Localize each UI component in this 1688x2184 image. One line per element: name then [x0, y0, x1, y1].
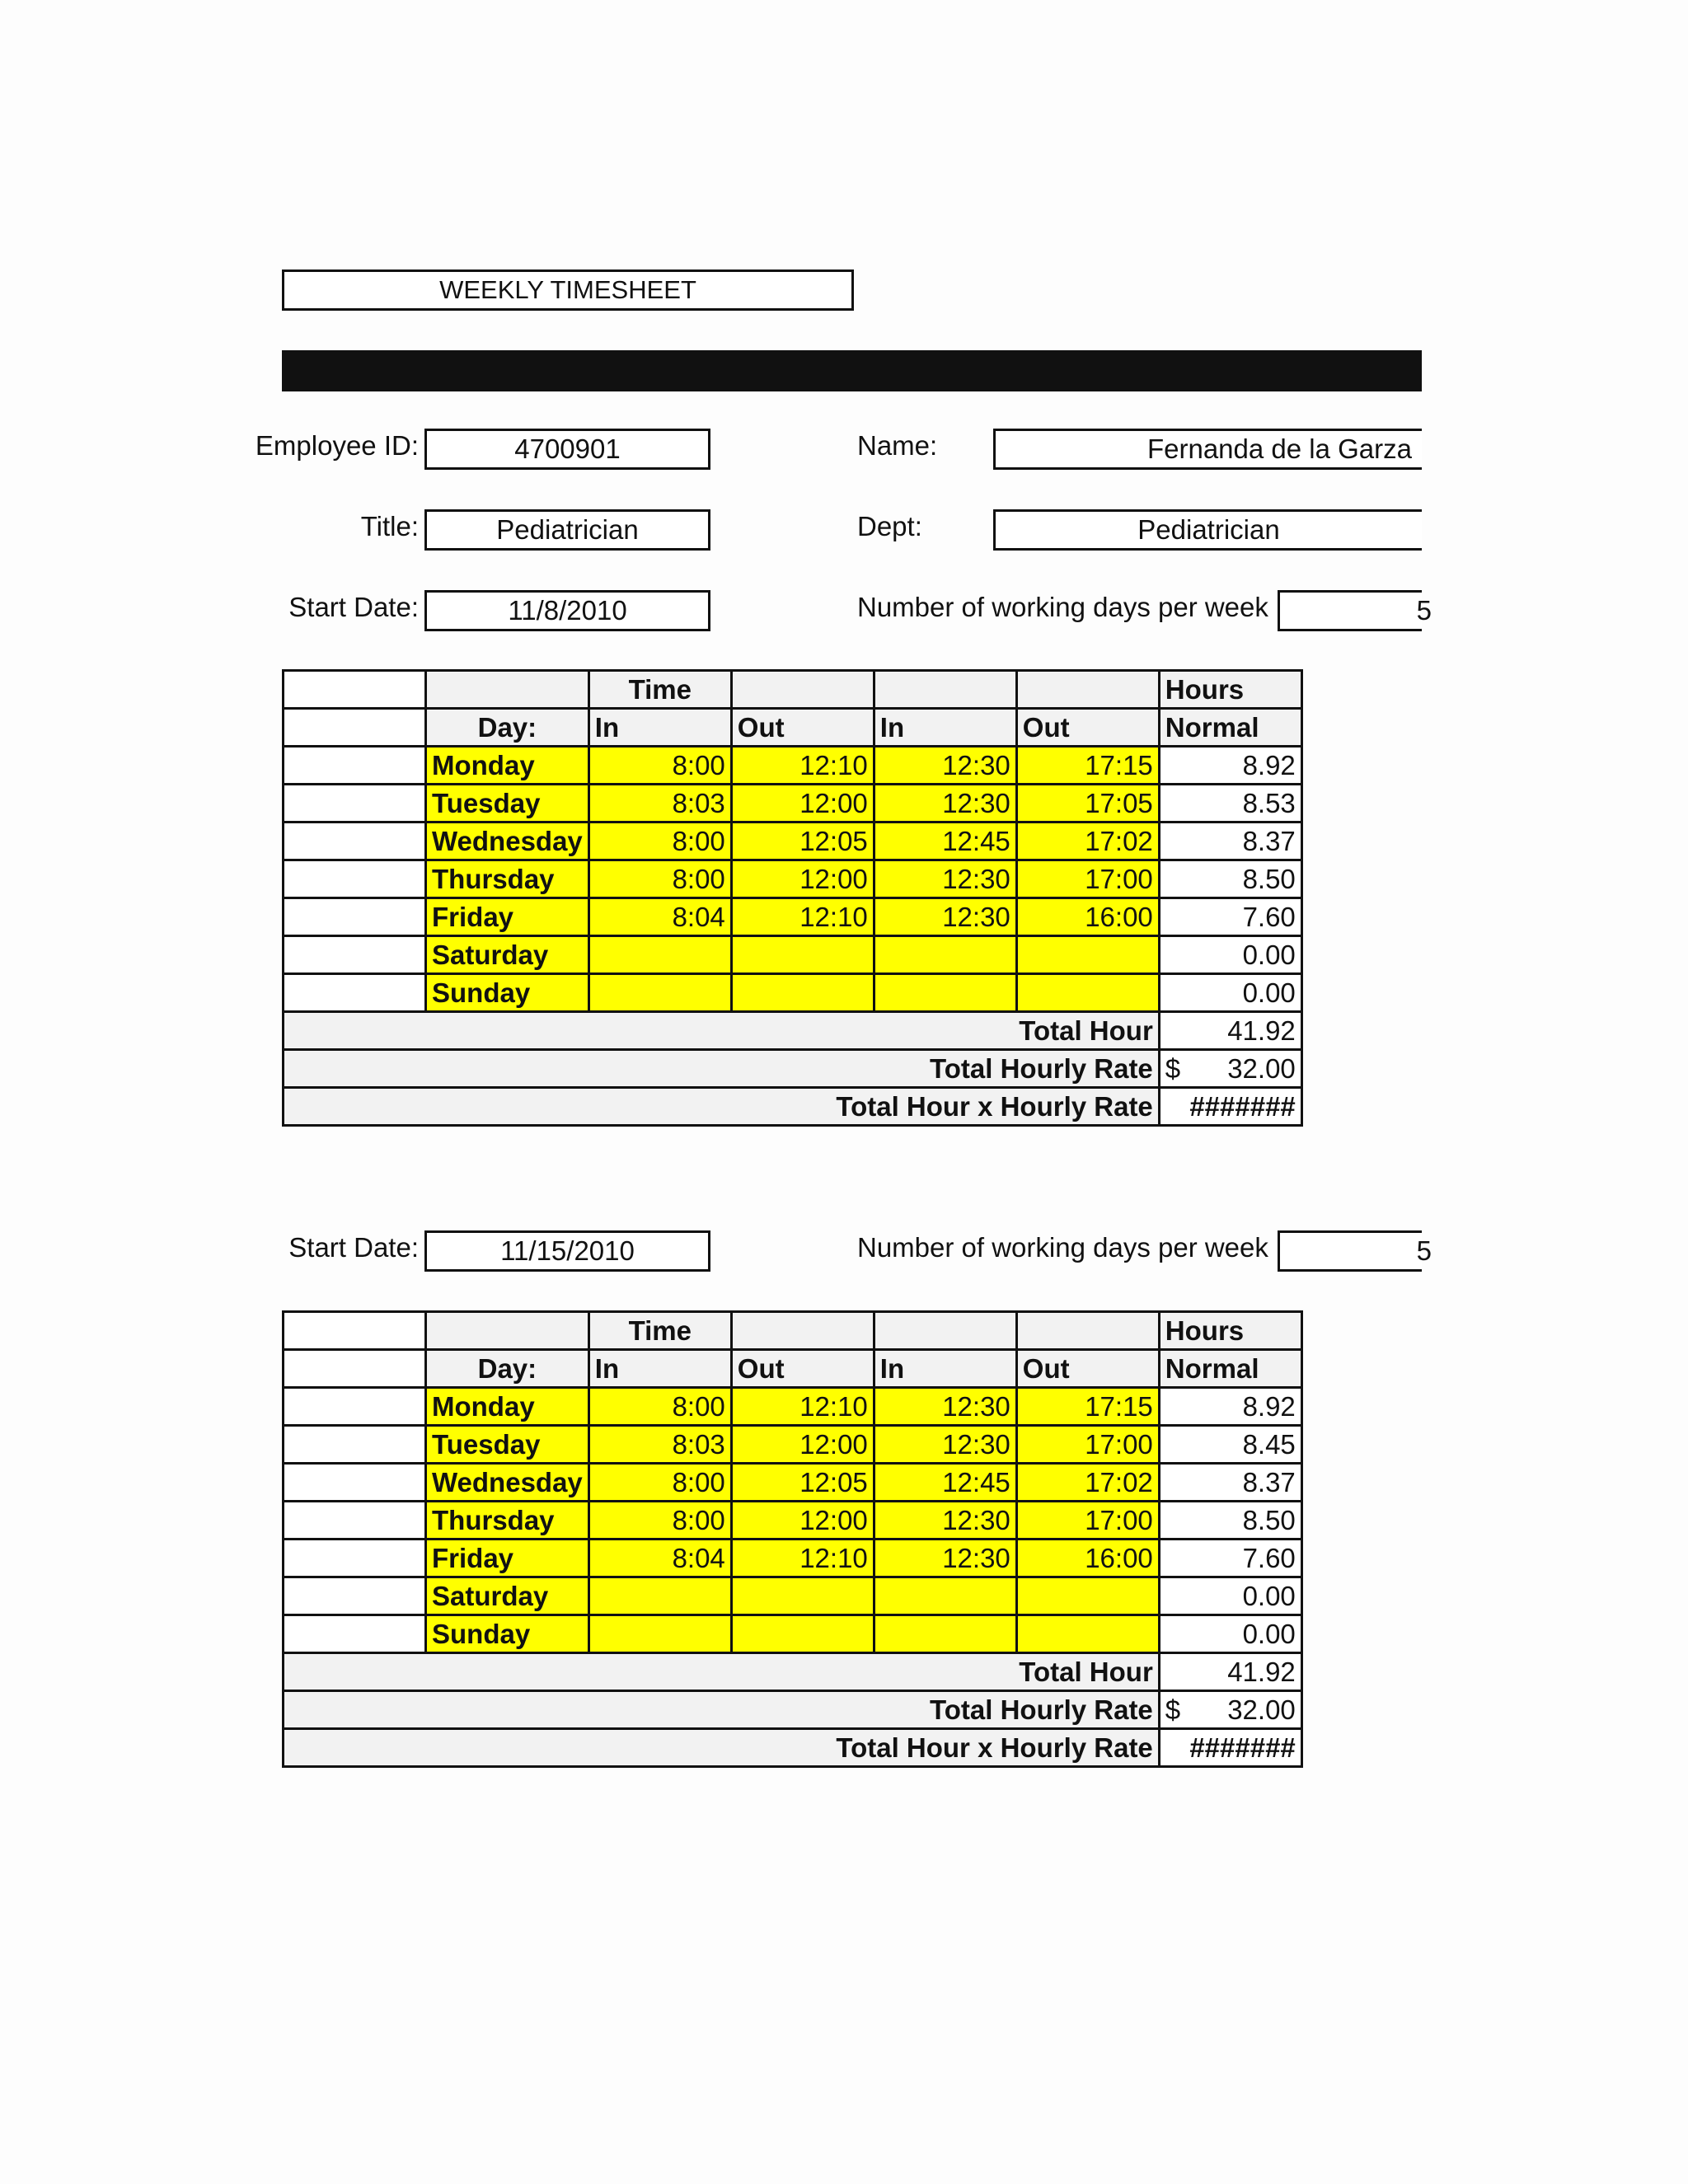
- day-name: Thursday: [426, 1502, 589, 1540]
- timesheet-table-week-1: [282, 669, 1303, 1127]
- header-cell: [426, 1312, 589, 1350]
- time-out-1[interactable]: [731, 974, 874, 1012]
- time-out-1[interactable]: 12:00: [731, 785, 874, 823]
- employee-id-label: Employee ID:: [255, 430, 419, 461]
- day-row: [284, 936, 1302, 974]
- day-row: [284, 1388, 1302, 1426]
- out-header: Out: [731, 1350, 874, 1388]
- hourly-rate-value[interactable]: [1159, 1050, 1301, 1088]
- normal-hours[interactable]: 0.00: [1159, 974, 1301, 1012]
- time-in-1[interactable]: 8:03: [588, 785, 731, 823]
- day-row: [284, 823, 1302, 860]
- day-row: [284, 974, 1302, 1012]
- row-label-cell[interactable]: [284, 1540, 426, 1577]
- day-name: Monday: [426, 1388, 589, 1426]
- day-row: [284, 898, 1302, 936]
- time-in-1[interactable]: 8:00: [588, 1502, 731, 1540]
- day-name: Friday: [426, 898, 589, 936]
- time-out-1[interactable]: 12:00: [731, 1502, 874, 1540]
- time-out-2[interactable]: 17:05: [1016, 785, 1159, 823]
- time-in-1[interactable]: 8:04: [588, 1540, 731, 1577]
- time-in-1[interactable]: [588, 974, 731, 1012]
- time-out-2[interactable]: 17:02: [1016, 823, 1159, 860]
- day-name: Wednesday: [426, 823, 589, 860]
- day-row: [284, 747, 1302, 785]
- normal-header: Normal: [1159, 709, 1301, 747]
- day-row: [284, 1577, 1302, 1615]
- time-out-2[interactable]: [1016, 1577, 1159, 1615]
- time-out-2[interactable]: 17:00: [1016, 1426, 1159, 1464]
- day-name: Friday: [426, 1540, 589, 1577]
- time-out-2[interactable]: 17:00: [1016, 1502, 1159, 1540]
- time-out-2[interactable]: [1016, 1615, 1159, 1653]
- time-in-2[interactable]: [874, 1615, 1016, 1653]
- working-days-value: 5: [1416, 595, 1432, 626]
- time-in-2[interactable]: 12:30: [874, 1426, 1016, 1464]
- time-out-2[interactable]: 16:00: [1016, 1540, 1159, 1577]
- normal-hours[interactable]: 8.37: [1159, 1464, 1301, 1502]
- hours-header: Hours: [1159, 671, 1301, 709]
- row-label-cell[interactable]: [284, 747, 426, 785]
- product-value[interactable]: #######: [1159, 1729, 1301, 1767]
- header-cell: [874, 671, 1016, 709]
- day-row: [284, 1502, 1302, 1540]
- currency-symbol: $: [1165, 1053, 1181, 1084]
- time-out-2[interactable]: 17:15: [1016, 1388, 1159, 1426]
- start-date-label: Start Date:: [288, 1232, 419, 1263]
- time-out-1[interactable]: [731, 1615, 874, 1653]
- normal-hours[interactable]: 8.53: [1159, 785, 1301, 823]
- time-in-2[interactable]: [874, 1577, 1016, 1615]
- time-out-1[interactable]: 12:00: [731, 1426, 874, 1464]
- time-out-2[interactable]: 17:02: [1016, 1464, 1159, 1502]
- in-header: In: [588, 709, 731, 747]
- product-value[interactable]: #######: [1159, 1088, 1301, 1126]
- time-out-2[interactable]: 17:00: [1016, 860, 1159, 898]
- row-label-cell[interactable]: [284, 1615, 426, 1653]
- working-days-value: 5: [1416, 1235, 1432, 1266]
- hourly-rate-label: Total Hourly Rate: [284, 1050, 1160, 1088]
- time-out-1[interactable]: 12:10: [731, 1388, 874, 1426]
- day-name: Tuesday: [426, 1426, 589, 1464]
- time-in-2[interactable]: [874, 974, 1016, 1012]
- time-in-2[interactable]: 12:30: [874, 1502, 1016, 1540]
- normal-hours[interactable]: 7.60: [1159, 898, 1301, 936]
- working-days-field[interactable]: [1278, 1230, 1432, 1272]
- time-in-2[interactable]: 12:30: [874, 860, 1016, 898]
- time-out-1[interactable]: [731, 1577, 874, 1615]
- time-in-1[interactable]: 8:03: [588, 1426, 731, 1464]
- time-out-1[interactable]: 12:05: [731, 823, 874, 860]
- time-out-2[interactable]: 16:00: [1016, 898, 1159, 936]
- day-name: Sunday: [426, 974, 589, 1012]
- day-row: [284, 1464, 1302, 1502]
- day-name: Saturday: [426, 936, 589, 974]
- day-name: Monday: [426, 747, 589, 785]
- header-cell: [731, 671, 874, 709]
- blank-cell[interactable]: [284, 1350, 426, 1388]
- start-date-field[interactable]: 11/8/2010: [424, 590, 710, 631]
- normal-hours[interactable]: 8.37: [1159, 823, 1301, 860]
- start-date-label: Start Date:: [288, 592, 419, 622]
- hourly-rate-amount: 32.00: [1227, 1053, 1296, 1084]
- normal-hours[interactable]: 8.92: [1159, 747, 1301, 785]
- row-label-cell[interactable]: [284, 1464, 426, 1502]
- time-out-1[interactable]: 12:05: [731, 1464, 874, 1502]
- day-name: Saturday: [426, 1577, 589, 1615]
- working-days-field[interactable]: [1278, 590, 1432, 631]
- time-out-2[interactable]: [1016, 974, 1159, 1012]
- header-cell: [874, 1312, 1016, 1350]
- time-header: Time: [588, 1312, 731, 1350]
- dept-field[interactable]: Pediatrician: [993, 509, 1422, 551]
- header-cell: [426, 671, 589, 709]
- total-hour-label: Total Hour: [284, 1012, 1160, 1050]
- row-label-cell[interactable]: [284, 974, 426, 1012]
- in-header: In: [874, 1350, 1016, 1388]
- time-in-1[interactable]: 8:00: [588, 1388, 731, 1426]
- time-out-1[interactable]: 12:10: [731, 1540, 874, 1577]
- time-out-2[interactable]: [1016, 936, 1159, 974]
- header-cell: [1016, 1312, 1159, 1350]
- header-bar: [282, 350, 1422, 391]
- currency-symbol: $: [1165, 1694, 1181, 1725]
- time-out-1[interactable]: [731, 936, 874, 974]
- normal-hours[interactable]: 0.00: [1159, 1577, 1301, 1615]
- day-header: Day:: [426, 1350, 589, 1388]
- day-row: [284, 785, 1302, 823]
- normal-hours[interactable]: 0.00: [1159, 1615, 1301, 1653]
- hourly-rate-amount: 32.00: [1227, 1694, 1296, 1725]
- normal-header: Normal: [1159, 1350, 1301, 1388]
- normal-hours[interactable]: 8.50: [1159, 860, 1301, 898]
- row-label-cell[interactable]: [284, 1388, 426, 1426]
- header-cell: [731, 1312, 874, 1350]
- blank-cell[interactable]: [284, 709, 426, 747]
- time-out-1[interactable]: 12:10: [731, 747, 874, 785]
- time-in-1[interactable]: [588, 936, 731, 974]
- day-row: [284, 1540, 1302, 1577]
- header-cell: [1016, 671, 1159, 709]
- row-label-cell[interactable]: [284, 785, 426, 823]
- working-days-label: Number of working days per week: [857, 1232, 1268, 1263]
- row-label-cell[interactable]: [284, 936, 426, 974]
- normal-hours[interactable]: 8.50: [1159, 1502, 1301, 1540]
- time-header: Time: [588, 671, 731, 709]
- time-out-1[interactable]: 12:10: [731, 898, 874, 936]
- title-label: Title:: [360, 511, 419, 541]
- time-in-1[interactable]: 8:00: [588, 747, 731, 785]
- day-name: Sunday: [426, 1615, 589, 1653]
- day-name: Tuesday: [426, 785, 589, 823]
- out-header: Out: [1016, 1350, 1159, 1388]
- out-header: Out: [1016, 709, 1159, 747]
- time-in-2[interactable]: 12:30: [874, 785, 1016, 823]
- total-hour-value[interactable]: 41.92: [1159, 1012, 1301, 1050]
- blank-cell[interactable]: [284, 1312, 426, 1350]
- normal-hours[interactable]: 8.92: [1159, 1388, 1301, 1426]
- working-days-label: Number of working days per week: [857, 592, 1268, 622]
- day-row: [284, 1426, 1302, 1464]
- row-label-cell[interactable]: [284, 1502, 426, 1540]
- blank-cell[interactable]: [284, 671, 426, 709]
- row-label-cell[interactable]: [284, 1577, 426, 1615]
- in-header: In: [588, 1350, 731, 1388]
- time-out-1[interactable]: 12:00: [731, 860, 874, 898]
- page-title: WEEKLY TIMESHEET: [282, 269, 854, 311]
- product-label: Total Hour x Hourly Rate: [284, 1729, 1160, 1767]
- hourly-rate-label: Total Hourly Rate: [284, 1691, 1160, 1729]
- start-date-field[interactable]: 11/15/2010: [424, 1230, 710, 1272]
- day-name: Wednesday: [426, 1464, 589, 1502]
- normal-hours[interactable]: 8.45: [1159, 1426, 1301, 1464]
- time-out-2[interactable]: 17:15: [1016, 747, 1159, 785]
- time-in-1[interactable]: [588, 1577, 731, 1615]
- time-in-1[interactable]: 8:00: [588, 860, 731, 898]
- day-name: Thursday: [426, 860, 589, 898]
- time-in-1[interactable]: [588, 1615, 731, 1653]
- title-field[interactable]: Pediatrician: [424, 509, 710, 551]
- total-hour-value[interactable]: 41.92: [1159, 1653, 1301, 1691]
- total-hour-label: Total Hour: [284, 1653, 1160, 1691]
- time-in-1[interactable]: 8:00: [588, 823, 731, 860]
- employee-id-field[interactable]: 4700901: [424, 429, 710, 470]
- timesheet-table-week-2: [282, 1310, 1303, 1768]
- time-in-1[interactable]: 8:04: [588, 898, 731, 936]
- in-header: In: [874, 709, 1016, 747]
- dept-label: Dept:: [857, 511, 922, 541]
- day-row: [284, 860, 1302, 898]
- product-label: Total Hour x Hourly Rate: [284, 1088, 1160, 1126]
- time-in-2[interactable]: 12:30: [874, 1540, 1016, 1577]
- normal-hours[interactable]: 0.00: [1159, 936, 1301, 974]
- time-in-2[interactable]: 12:45: [874, 823, 1016, 860]
- row-label-cell[interactable]: [284, 898, 426, 936]
- out-header: Out: [731, 709, 874, 747]
- row-label-cell[interactable]: [284, 1426, 426, 1464]
- hourly-rate-value[interactable]: [1159, 1691, 1301, 1729]
- time-in-2[interactable]: 12:45: [874, 1464, 1016, 1502]
- time-in-2[interactable]: [874, 936, 1016, 974]
- day-row: [284, 1615, 1302, 1653]
- day-header: Day:: [426, 709, 589, 747]
- name-field[interactable]: Fernanda de la Garza: [993, 429, 1422, 470]
- time-in-2[interactable]: 12:30: [874, 898, 1016, 936]
- time-in-2[interactable]: 12:30: [874, 1388, 1016, 1426]
- hours-header: Hours: [1159, 1312, 1301, 1350]
- row-label-cell[interactable]: [284, 823, 426, 860]
- time-in-2[interactable]: 12:30: [874, 747, 1016, 785]
- normal-hours[interactable]: 7.60: [1159, 1540, 1301, 1577]
- row-label-cell[interactable]: [284, 860, 426, 898]
- time-in-1[interactable]: 8:00: [588, 1464, 731, 1502]
- name-label: Name:: [857, 430, 938, 461]
